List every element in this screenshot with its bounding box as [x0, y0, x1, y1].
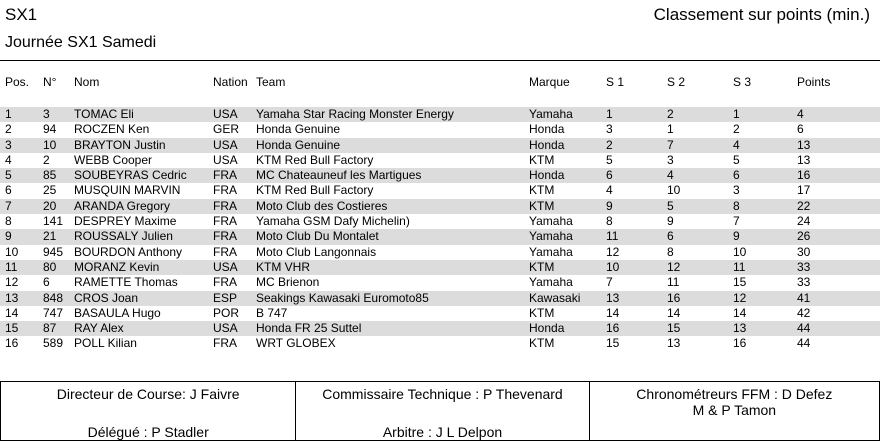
cell-s1: 4: [606, 183, 613, 198]
cell-s2: 15: [667, 321, 681, 336]
table-row: [0, 214, 880, 229]
cell-number: 589: [43, 336, 64, 351]
cell-brand: KTM: [529, 336, 555, 351]
race-director: Directeur de Course: J Faivre: [56, 386, 240, 402]
cell-name: DESPREY Maxime: [74, 214, 177, 229]
cell-nation: USA: [213, 259, 238, 274]
cell-nation: USA: [213, 152, 238, 167]
cell-pos: 9: [5, 229, 12, 244]
cell-name: RAMETTE Thomas: [74, 275, 178, 290]
cell-s3: 14: [733, 305, 747, 320]
cell-team: KTM VHR: [256, 259, 310, 274]
cell-points: 24: [797, 214, 811, 229]
cell-points: 4: [797, 107, 804, 121]
ranking-type: Classement sur points (min.): [653, 5, 870, 24]
cell-pos: 12: [5, 275, 19, 290]
results-table: [0, 107, 880, 352]
cell-number: 6: [43, 275, 50, 290]
cell-team: Yamaha GSM Dafy Michelin): [256, 214, 410, 229]
cell-s1: 7: [606, 275, 613, 290]
cell-team: Moto Club des Costieres: [256, 198, 388, 213]
cell-nation: FRA: [213, 244, 237, 259]
cell-brand: Kawasaki: [529, 290, 581, 305]
cell-team: Honda Genuine: [256, 122, 341, 137]
cell-nation: FRA: [213, 183, 237, 198]
table-row: [0, 229, 880, 244]
cell-brand: Honda: [529, 168, 565, 183]
cell-brand: Yamaha: [529, 107, 573, 121]
cell-brand: KTM: [529, 259, 555, 274]
table-row: [0, 168, 880, 183]
cell-s2: 12: [667, 259, 681, 274]
cell-s2: 13: [667, 336, 681, 351]
cell-s2: 4: [667, 168, 674, 183]
cell-brand: Honda: [529, 321, 565, 336]
cell-s3: 15: [733, 275, 747, 290]
session-subtitle: Journée SX1 Samedi: [5, 34, 157, 51]
cell-number: 20: [43, 198, 57, 213]
cell-pos: 7: [5, 198, 12, 213]
cell-s1: 13: [606, 290, 620, 305]
cell-pos: 14: [5, 305, 19, 320]
col-team: Team: [256, 75, 286, 89]
cell-pos: 2: [5, 122, 12, 137]
cell-team: MC Brienon: [256, 275, 320, 290]
cell-s1: 5: [606, 152, 613, 167]
cell-s1: 6: [606, 168, 613, 183]
officials-col-3: [589, 382, 879, 440]
cell-points: 13: [797, 137, 811, 152]
cell-number: 747: [43, 305, 64, 320]
table-row: [0, 122, 880, 137]
cell-name: MORANZ Kevin: [74, 259, 160, 274]
technical-commissioner: Commissaire Technique : P Thevenard: [322, 386, 563, 402]
cell-team: Honda FR 25 Suttel: [256, 321, 362, 336]
table-row: [0, 306, 880, 321]
cell-team: B 747: [256, 305, 288, 320]
table-row: [0, 107, 880, 122]
cell-nation: FRA: [213, 336, 237, 351]
table-row: [0, 199, 880, 214]
col-s2: S 2: [667, 75, 686, 89]
cell-brand: KTM: [529, 183, 555, 198]
cell-name: BRAYTON Justin: [74, 137, 166, 152]
cell-brand: Yamaha: [529, 229, 573, 244]
cell-s2: 9: [667, 214, 674, 229]
cell-nation: FRA: [213, 214, 237, 229]
cell-number: 3: [43, 107, 50, 121]
col-name: Nom: [74, 75, 100, 89]
cell-name: POLL Kilian: [74, 336, 137, 351]
cell-points: 26: [797, 229, 811, 244]
cell-s1: 1: [606, 107, 613, 121]
table-row: [0, 260, 880, 275]
cell-name: TOMAC Eli: [74, 107, 134, 121]
table-row: [0, 321, 880, 336]
cell-nation: POR: [213, 305, 240, 320]
cell-s2: 8: [667, 244, 674, 259]
cell-brand: KTM: [529, 152, 555, 167]
cell-nation: FRA: [213, 275, 237, 290]
cell-s3: 12: [733, 290, 747, 305]
cell-points: 33: [797, 275, 811, 290]
cell-number: 848: [43, 290, 64, 305]
cell-s3: 11: [733, 259, 746, 274]
cell-brand: Yamaha: [529, 244, 573, 259]
header-divider: [0, 60, 880, 61]
col-pos: Pos.: [5, 75, 30, 89]
cell-s3: 9: [733, 229, 740, 244]
cell-s2: 2: [667, 107, 674, 121]
cell-nation: GER: [213, 122, 240, 137]
cell-s3: 10: [733, 244, 747, 259]
cell-name: BASAULA Hugo: [74, 305, 161, 320]
table-row: [0, 336, 880, 351]
cell-team: WRT GLOBEX: [256, 336, 336, 351]
cell-nation: FRA: [213, 229, 237, 244]
cell-s2: 16: [667, 290, 681, 305]
cell-number: 25: [43, 183, 57, 198]
cell-team: Seakings Kawasaki Euromoto85: [256, 290, 429, 305]
cell-number: 945: [43, 244, 64, 259]
cell-name: ROCZEN Ken: [74, 122, 150, 137]
cell-pos: 16: [5, 336, 19, 351]
col-nation: Nation: [213, 75, 248, 89]
col-brand: Marque: [529, 75, 570, 89]
cell-s2: 7: [667, 137, 674, 152]
cell-pos: 11: [5, 259, 18, 274]
cell-s1: 16: [606, 321, 620, 336]
cell-brand: KTM: [529, 198, 555, 213]
timekeepers-line-1: Chronométreurs FFM : D Defez: [636, 386, 833, 402]
cell-brand: Yamaha: [529, 214, 573, 229]
cell-pos: 3: [5, 137, 12, 152]
cell-nation: USA: [213, 137, 238, 152]
cell-s1: 14: [606, 305, 620, 320]
cell-number: 141: [43, 214, 64, 229]
cell-name: SOUBEYRAS Cedric: [74, 168, 187, 183]
cell-s3: 7: [733, 214, 740, 229]
cell-nation: ESP: [213, 290, 238, 305]
cell-s1: 8: [606, 214, 613, 229]
event-title: SX1: [5, 5, 38, 24]
cell-name: WEBB Cooper: [74, 152, 153, 167]
cell-nation: USA: [213, 107, 238, 121]
table-row: [0, 245, 880, 260]
cell-name: BOURDON Anthony: [74, 244, 183, 259]
cell-nation: USA: [213, 321, 238, 336]
cell-number: 85: [43, 168, 57, 183]
cell-s1: 15: [606, 336, 620, 351]
column-headers: [0, 75, 880, 89]
cell-name: ROUSSALY Julien: [74, 229, 173, 244]
officials-col-1: [1, 382, 295, 440]
cell-brand: Honda: [529, 137, 565, 152]
cell-s3: 1: [733, 107, 740, 121]
cell-points: 44: [797, 321, 811, 336]
cell-team: MC Chateauneuf les Martigues: [256, 168, 422, 183]
cell-number: 10: [43, 137, 57, 152]
referee: Arbitre : J L Delpon: [382, 424, 503, 440]
cell-team: Moto Club Du Montalet: [256, 229, 379, 244]
cell-s1: 10: [606, 259, 620, 274]
cell-team: Moto Club Langonnais: [256, 244, 377, 259]
delegate: Délégué : P Stadler: [87, 424, 209, 440]
cell-points: 44: [797, 336, 811, 351]
cell-s2: 6: [667, 229, 674, 244]
table-row: [0, 183, 880, 198]
cell-points: 41: [797, 290, 811, 305]
cell-team: KTM Red Bull Factory: [256, 152, 374, 167]
cell-s3: 6: [733, 168, 740, 183]
cell-number: 2: [43, 152, 50, 167]
cell-pos: 10: [5, 244, 19, 259]
cell-number: 87: [43, 321, 57, 336]
cell-pos: 13: [5, 290, 19, 305]
officials-box: [0, 381, 880, 441]
cell-points: 17: [797, 183, 811, 198]
cell-s1: 12: [606, 244, 620, 259]
cell-s2: 11: [667, 275, 680, 290]
cell-points: 22: [797, 198, 811, 213]
cell-s1: 3: [606, 122, 613, 137]
table-row: [0, 275, 880, 290]
cell-s3: 3: [733, 183, 740, 198]
cell-s2: 14: [667, 305, 681, 320]
cell-s3: 13: [733, 321, 747, 336]
cell-team: KTM Red Bull Factory: [256, 183, 374, 198]
cell-name: ARANDA Gregory: [74, 198, 171, 213]
col-s3: S 3: [733, 75, 752, 89]
cell-name: RAY Alex: [74, 321, 124, 336]
cell-s2: 5: [667, 198, 674, 213]
cell-s3: 8: [733, 198, 740, 213]
cell-pos: 15: [5, 321, 19, 336]
cell-team: Honda Genuine: [256, 137, 341, 152]
cell-pos: 1: [5, 107, 12, 121]
cell-number: 80: [43, 259, 57, 274]
cell-s3: 5: [733, 152, 740, 167]
cell-brand: KTM: [529, 305, 555, 320]
cell-points: 16: [797, 168, 811, 183]
cell-points: 30: [797, 244, 811, 259]
table-row: [0, 291, 880, 306]
cell-name: CROS Joan: [74, 290, 139, 305]
cell-s3: 2: [733, 122, 740, 137]
cell-s1: 2: [606, 137, 613, 152]
cell-pos: 5: [5, 168, 12, 183]
cell-brand: Honda: [529, 122, 565, 137]
cell-s1: 11: [606, 229, 619, 244]
col-s1: S 1: [606, 75, 625, 89]
cell-team: Yamaha Star Racing Monster Energy: [256, 107, 454, 121]
officials-col-2: [295, 382, 588, 440]
cell-nation: FRA: [213, 168, 237, 183]
cell-number: 21: [43, 229, 57, 244]
timekeepers-line-2: M & P Tamon: [692, 402, 777, 418]
cell-pos: 6: [5, 183, 12, 198]
cell-brand: Yamaha: [529, 275, 573, 290]
cell-s3: 4: [733, 137, 740, 152]
table-row: [0, 153, 880, 168]
cell-points: 13: [797, 152, 811, 167]
col-number: N°: [43, 75, 57, 89]
cell-s2: 3: [667, 152, 674, 167]
col-points: Points: [797, 75, 831, 89]
cell-pos: 4: [5, 152, 12, 167]
cell-nation: FRA: [213, 198, 237, 213]
table-row: [0, 138, 880, 153]
cell-s1: 9: [606, 198, 613, 213]
cell-points: 42: [797, 305, 811, 320]
cell-s2: 10: [667, 183, 681, 198]
cell-points: 33: [797, 259, 811, 274]
cell-pos: 8: [5, 214, 12, 229]
cell-s3: 16: [733, 336, 747, 351]
cell-name: MUSQUIN MARVIN: [74, 183, 181, 198]
cell-number: 94: [43, 122, 57, 137]
cell-points: 6: [797, 122, 804, 137]
cell-s2: 1: [667, 122, 674, 137]
